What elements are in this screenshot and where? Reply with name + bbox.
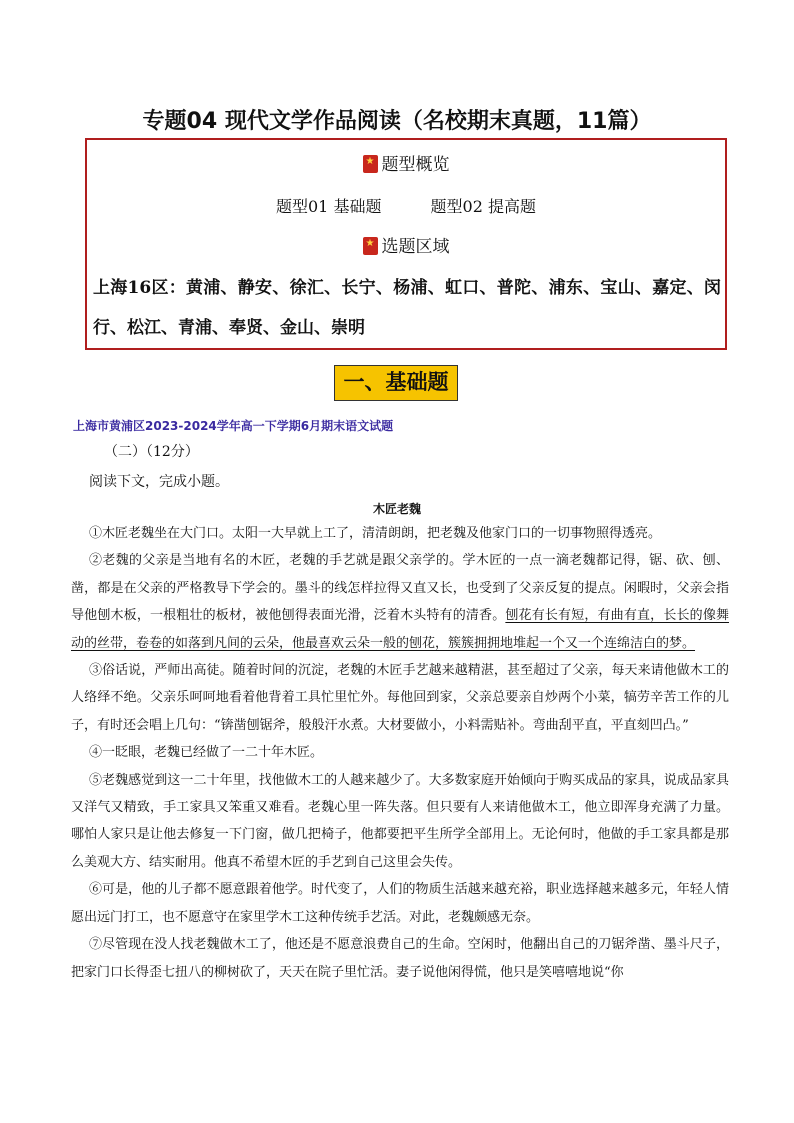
paragraph-6: ⑥可是，他的儿子都不愿意跟着他学。时代变了，人们的物质生活越来越充裕，职业选择越来越多元，年轻人情愿出远门打工，也不愿意守在家里学木工这种传统手艺活。对此，老魏颇感无奈。 — [71, 882, 729, 925]
type-advanced: 题型02 提高题 — [430, 197, 536, 216]
article-body — [71, 520, 729, 986]
exam-source: 上海市黄浦区2023-2024学年高一下学期6月期末语文试题 — [73, 419, 394, 433]
paragraph-4: ④一眨眼，老魏已经做了一二十年木匠。 — [89, 745, 324, 761]
book-icon — [363, 237, 378, 255]
paragraph-2-text: ②老魏的父亲是当地有名的木匠，老魏的手艺就是跟父亲学的。学木匠的一点一滴老魏都记得，锯、砍、刨、凿，都是在父亲的严格教导下学会的。墨斗的线怎样拉得又直又长，也受到了父亲反复的提点。闲暇时，父亲会指导他刨木板，一根粗壮的板材，被他刨得表面光滑，泛着木头特有的清香。 — [71, 553, 729, 624]
overview-heading — [87, 150, 725, 175]
underlined-sentence: 刨花有长有短，有曲有直，长长的像舞动的丝带，卷卷的如落到凡间的云朵，他最喜欢云朵一般的刨花，簇簇拥拥地堆起一个又一个连绵洁白的梦。 — [71, 608, 729, 651]
paragraph-2 — [71, 547, 729, 657]
book-icon — [363, 155, 378, 173]
region-heading-label: 选题区域 — [381, 237, 450, 257]
subsection-label: （二）（12分） — [104, 444, 199, 460]
paragraph-1: ①木匠老魏坐在大门口。太阳一大早就上工了，清清朗朗，把老魏及他家门口的一切事物照得透亮。 — [89, 526, 662, 541]
district-list: 上海16区：黄浦、静安、徐汇、长宁、杨浦、虹口、普陀、浦东、宝山、嘉定、闵行、松江、青浦、奉贤、金山、崇明 — [93, 278, 721, 338]
overview-box — [85, 138, 727, 350]
region-heading — [87, 232, 725, 257]
paragraph-7: ⑦尽管现在没人找老魏做木工了，他还是不愿意浪费自己的生命。空闲时，他翻出自己的刀锯斧凿、墨斗尺子，把家门口长得歪七扭八的柳树砍了，天天在院子里忙活。妻子说他闲得慌，他只是笑嘻嘻地说“你 — [71, 937, 729, 980]
paragraph-5: ⑤老魏感觉到这一二十年里，找他做木工的人越来越少了。大多数家庭开始倾向于购买成品的家具，说成品家具又洋气又精致，手工家具又笨重又难看。老魏心里一阵失落。但只要有人来请他做木工，他立即浑身充满了力量。哪怕人家只是让他去修复一下门窗，做几把椅子，他都要把平生所学全部用上。无论何时，他做的手工家具都是那么美观大方、结实耐用。他真不希望木匠的手艺到自己这里会失传。 — [71, 772, 729, 870]
overview-heading-label: 题型概览 — [381, 155, 450, 175]
question-types — [87, 194, 725, 217]
type-basic: 题型01 基础题 — [276, 197, 382, 216]
instruction: 阅读下文，完成小题。 — [89, 474, 229, 490]
section-banner: 一、基础题 — [334, 365, 458, 401]
paragraph-3: ③俗话说，严师出高徒。随着时间的沉淀，老魏的木匠手艺越来越精湛，甚至超过了父亲，每天来请他做木工的人络绎不绝。父亲乐呵呵地看着他背着工具忙里忙外。每他回到家，父亲总要亲自炒两个小菜，犒劳辛苦工作的儿子，有时还会唱上几句：“锛凿刨锯斧，般般汗水煮。大材要做小，小料需贴补。弯曲刮平直，平直刻凹凸。” — [71, 663, 729, 733]
page-title: 专题04 现代文学作品阅读（名校期末真题，11篇） — [142, 109, 652, 134]
article-title: 木匠老魏 — [372, 502, 421, 516]
